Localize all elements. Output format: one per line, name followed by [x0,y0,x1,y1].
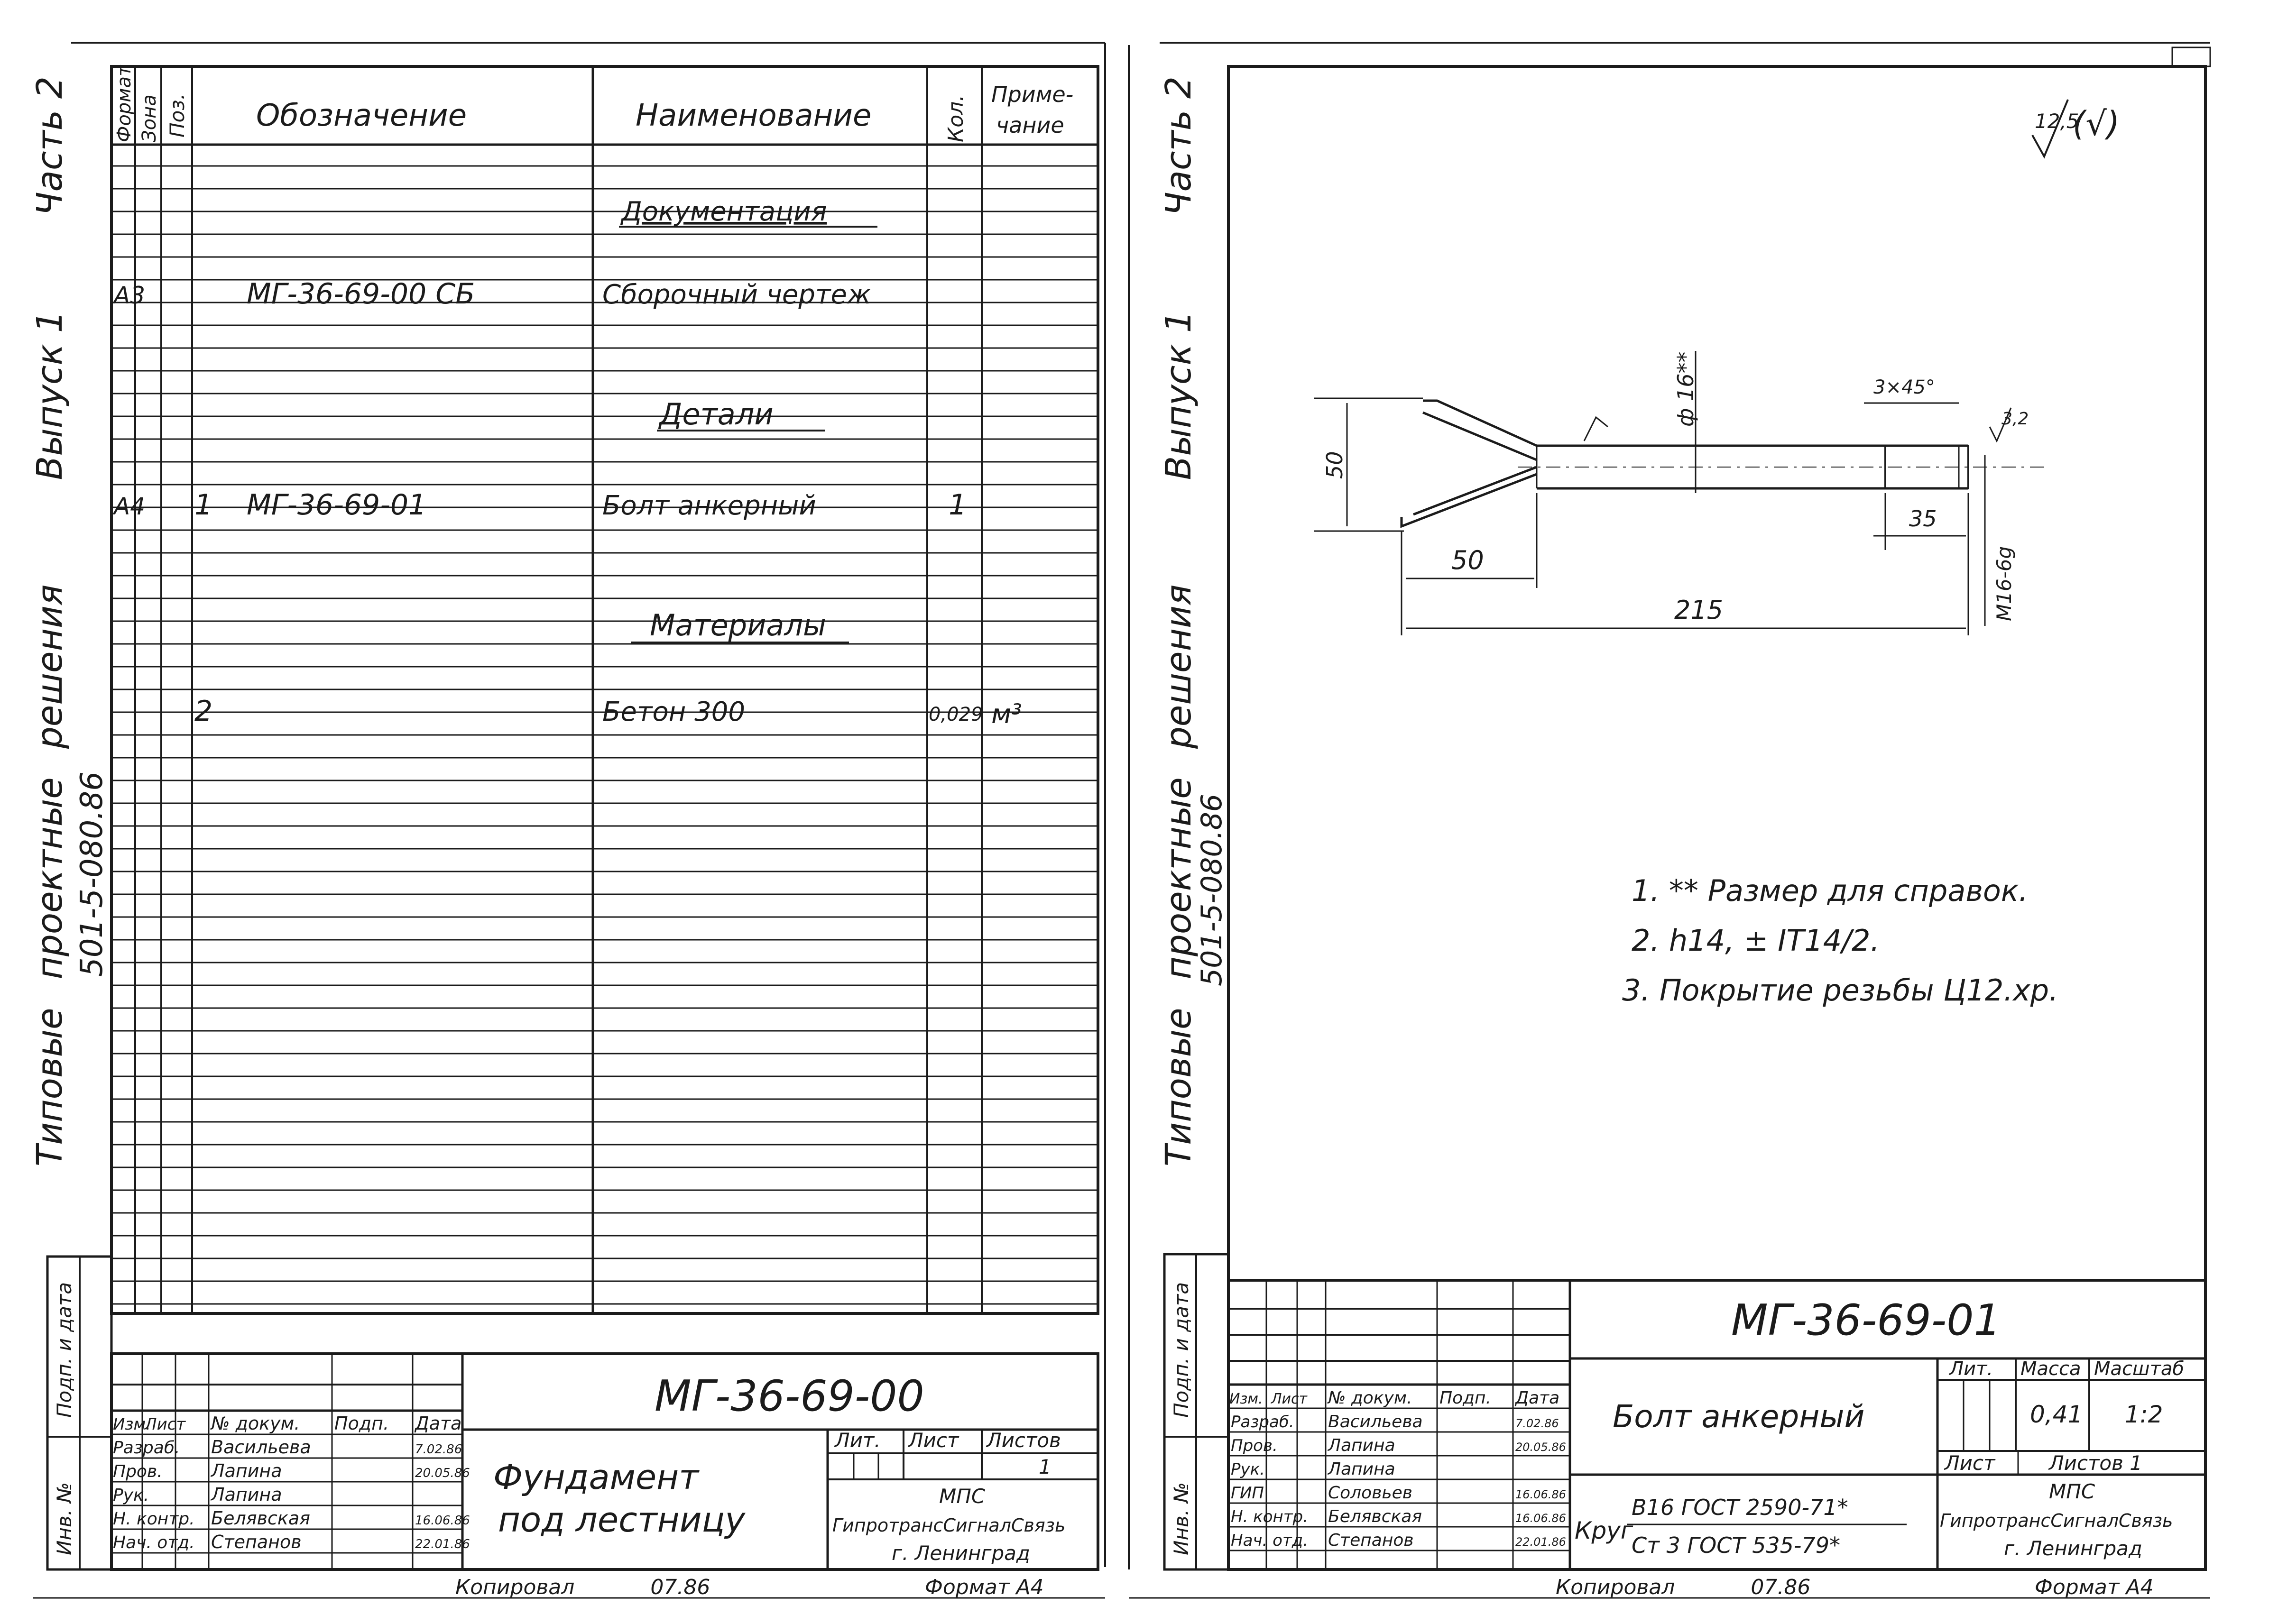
stamp-date: 7.02.86 [415,1442,462,1457]
roughness-suffix: (√) [2073,104,2120,143]
stamp-title-1: Фундамент [493,1457,699,1497]
stamp-date: 22.01.86 [415,1537,470,1551]
spec-table-rows [111,166,1098,1304]
copied-label: Копировал 07.86 [455,1575,710,1599]
stamp-date-right: 16.06.86 [1515,1488,1566,1501]
stamp-mass-val: 0,41 [2030,1401,2083,1428]
stamp-material-label: Круг [1575,1517,1633,1544]
stamp-podp-right: Подп. [1439,1388,1491,1408]
header-designation: Обозначение [256,98,467,133]
header-note-1: Приме- [991,82,1074,107]
stamp-org-2-right: ГипротрансСигналСвязь [1940,1510,2173,1531]
header-qty: Кол. [944,94,968,142]
stamp-role-right: Нач. отд. [1231,1531,1309,1550]
format-label: Формат А4 [925,1575,1044,1599]
dim-thread-len: 35 [1909,506,1937,532]
stamp-role: Рук. [113,1486,149,1505]
header-note-2: чание [996,112,1064,138]
dim-total: 215 [1674,595,1724,625]
stamp-org-1: МПС [939,1485,986,1508]
note-2: 2. h14, ± IT14/2. [1632,923,1880,958]
stamp-date: 16.06.86 [415,1514,470,1528]
stamp-code: МГ-36-69-00 [655,1371,924,1421]
stamp-name: Степанов [211,1532,302,1552]
header-format: Формат [113,65,135,142]
stamp-date-right: 22.01.86 [1515,1535,1566,1549]
note-3: 3. Покрытие резьбы Ц12.хр. [1622,973,2058,1008]
stamp-data-right: Дата [1515,1388,1560,1408]
left-stamp-grid [111,1354,470,1569]
mat-pos: 2 [194,695,213,728]
stamp-sheet-right: Лист [1945,1451,1995,1475]
det-name: Болт анкерный [602,490,816,521]
note-1: 1. ** Размер для справок. [1632,873,2029,908]
side-title-parts: ТиповыепроектныерешенияВыпуск 1Часть 2 [29,76,70,1166]
mat-note: м³ [991,699,1022,730]
stamp-name: Васильева [211,1437,311,1458]
stamp-role-right: Пров. [1231,1436,1278,1455]
stamp-role-right: ГИП [1231,1484,1264,1503]
stamp-org-1-right: МПС [2049,1480,2095,1503]
det-qty: 1 [949,488,967,522]
section-materials: Материалы [650,608,826,642]
stamp-role-right: Рук. [1231,1460,1265,1479]
stamp-lit-right: Лит. [1949,1358,1993,1380]
stamp-izm-right: Изм. [1229,1391,1263,1407]
side-title-parts-right: ТиповыепроектныерешенияВыпуск 1Часть 2 [1158,76,1199,1166]
stamp-name: Лапина [211,1484,282,1505]
det-designation: МГ-36-69-01 [247,488,427,522]
stamp-sheets: Листов [987,1429,1061,1452]
stamp-date-right: 7.02.86 [1515,1417,1559,1430]
stamp-list-right: Лист [1271,1391,1308,1407]
copied-label-right: Копировал 07.86 [1556,1575,1811,1599]
stamp-title-2: под лестницу [498,1500,746,1540]
stamp-name: Лапина [211,1460,282,1481]
side-sign-label-right: Подп. и дата [1170,1282,1193,1418]
doc-name: Сборочный чертеж [602,279,871,310]
dim-leg: 50 [1451,545,1484,575]
mat-name: Бетон 300 [602,697,746,727]
stamp-ndoc-right: № докум. [1328,1388,1412,1408]
stamp-name-right: Васильева [1328,1412,1423,1431]
dim-small: 3,2 [2002,409,2029,429]
doc-designation: МГ-36-69-00 СБ [247,277,475,311]
dim-diameter: ф 16** [1673,351,1698,427]
side-sign-label: Подп. и дата [53,1282,76,1418]
header-zone: Зона [138,94,160,142]
stamp-scale-val: 1:2 [2125,1401,2163,1428]
stamp-role-right: Н. контр. [1231,1507,1308,1526]
stamp-org-3-right: г. Ленинград [2004,1537,2142,1560]
side-inv-label: Инв. № [53,1482,76,1555]
stamp-role: Пров. [113,1462,163,1481]
stamp-sheets-right: Листов 1 [2049,1451,2142,1475]
stamp-name-right: Степанов [1328,1531,1414,1550]
left-sheet [29,43,1105,1599]
side-code: 501-5-080.86 [74,771,110,977]
stamp-data: Дата [415,1413,462,1434]
stamp-izm: Изм. [113,1415,151,1434]
stamp-scale: Масштаб [2094,1358,2185,1380]
right-sheet [1129,43,2210,1599]
stamp-name-right: Лапина [1328,1436,1395,1455]
stamp-list: Лист [145,1415,186,1434]
stamp-role: Н. контр. [113,1509,195,1529]
header-pos: Поз. [166,93,189,138]
stamp-material-2: Ст 3 ГОСТ 535-79* [1632,1532,1841,1558]
stamp-ndoc: № докум. [211,1413,300,1434]
stamp-mass: Масса [2020,1358,2081,1380]
stamp-date-right: 20.05.86 [1515,1440,1566,1454]
format-label-right: Формат А4 [2035,1575,2154,1599]
stamp-name-right: Лапина [1328,1459,1395,1479]
stamp-org-2: ГипротрансСигналСвязь [832,1515,1066,1536]
stamp-name: Белявская [211,1508,310,1529]
anchor-bolt-drawing [1314,351,2049,635]
stamp-code-right: МГ-36-69-01 [1731,1295,2001,1345]
stamp-title-right: Болт анкерный [1613,1398,1865,1435]
dim-thread: М16-6g [1992,546,2016,621]
section-details: Детали [659,397,774,431]
stamp-sheets-val: 1 [1039,1455,1051,1478]
stamp-date: 20.05.86 [415,1466,470,1480]
dim-chamfer: 3×45° [1873,376,1935,398]
stamp-podp: Подп. [334,1413,389,1434]
dim-height: 50 [1322,451,1347,479]
doc-format: А3 [114,282,146,309]
section-documentation: Документация [621,196,827,227]
stamp-date-right: 16.06.86 [1515,1512,1566,1525]
right-stamp-grid [1228,1280,1570,1569]
stamp-role: Нач. отд. [113,1533,195,1552]
roughness-value: 12,5 [2035,110,2079,133]
side-inv-label-right: Инв. № [1170,1482,1193,1555]
stamp-role-right: Разраб. [1231,1413,1294,1431]
stamp-role: Разраб. [113,1438,180,1458]
stamp-name-right: Соловьев [1328,1483,1412,1503]
mat-qty: 0,029 [929,704,983,725]
stamp-org-3: г. Ленинград [892,1541,1030,1565]
stamp-lit: Лит. [835,1429,881,1452]
stamp-name-right: Белявская [1328,1507,1422,1526]
stamp-sheet: Лист [908,1429,959,1452]
det-format: А4 [114,493,146,520]
stamp-material-1: В16 ГОСТ 2590-71* [1632,1495,1848,1520]
det-pos: 1 [194,488,213,522]
header-name: Наименование [636,98,872,133]
side-code-right: 501-5-080.86 [1195,794,1228,986]
